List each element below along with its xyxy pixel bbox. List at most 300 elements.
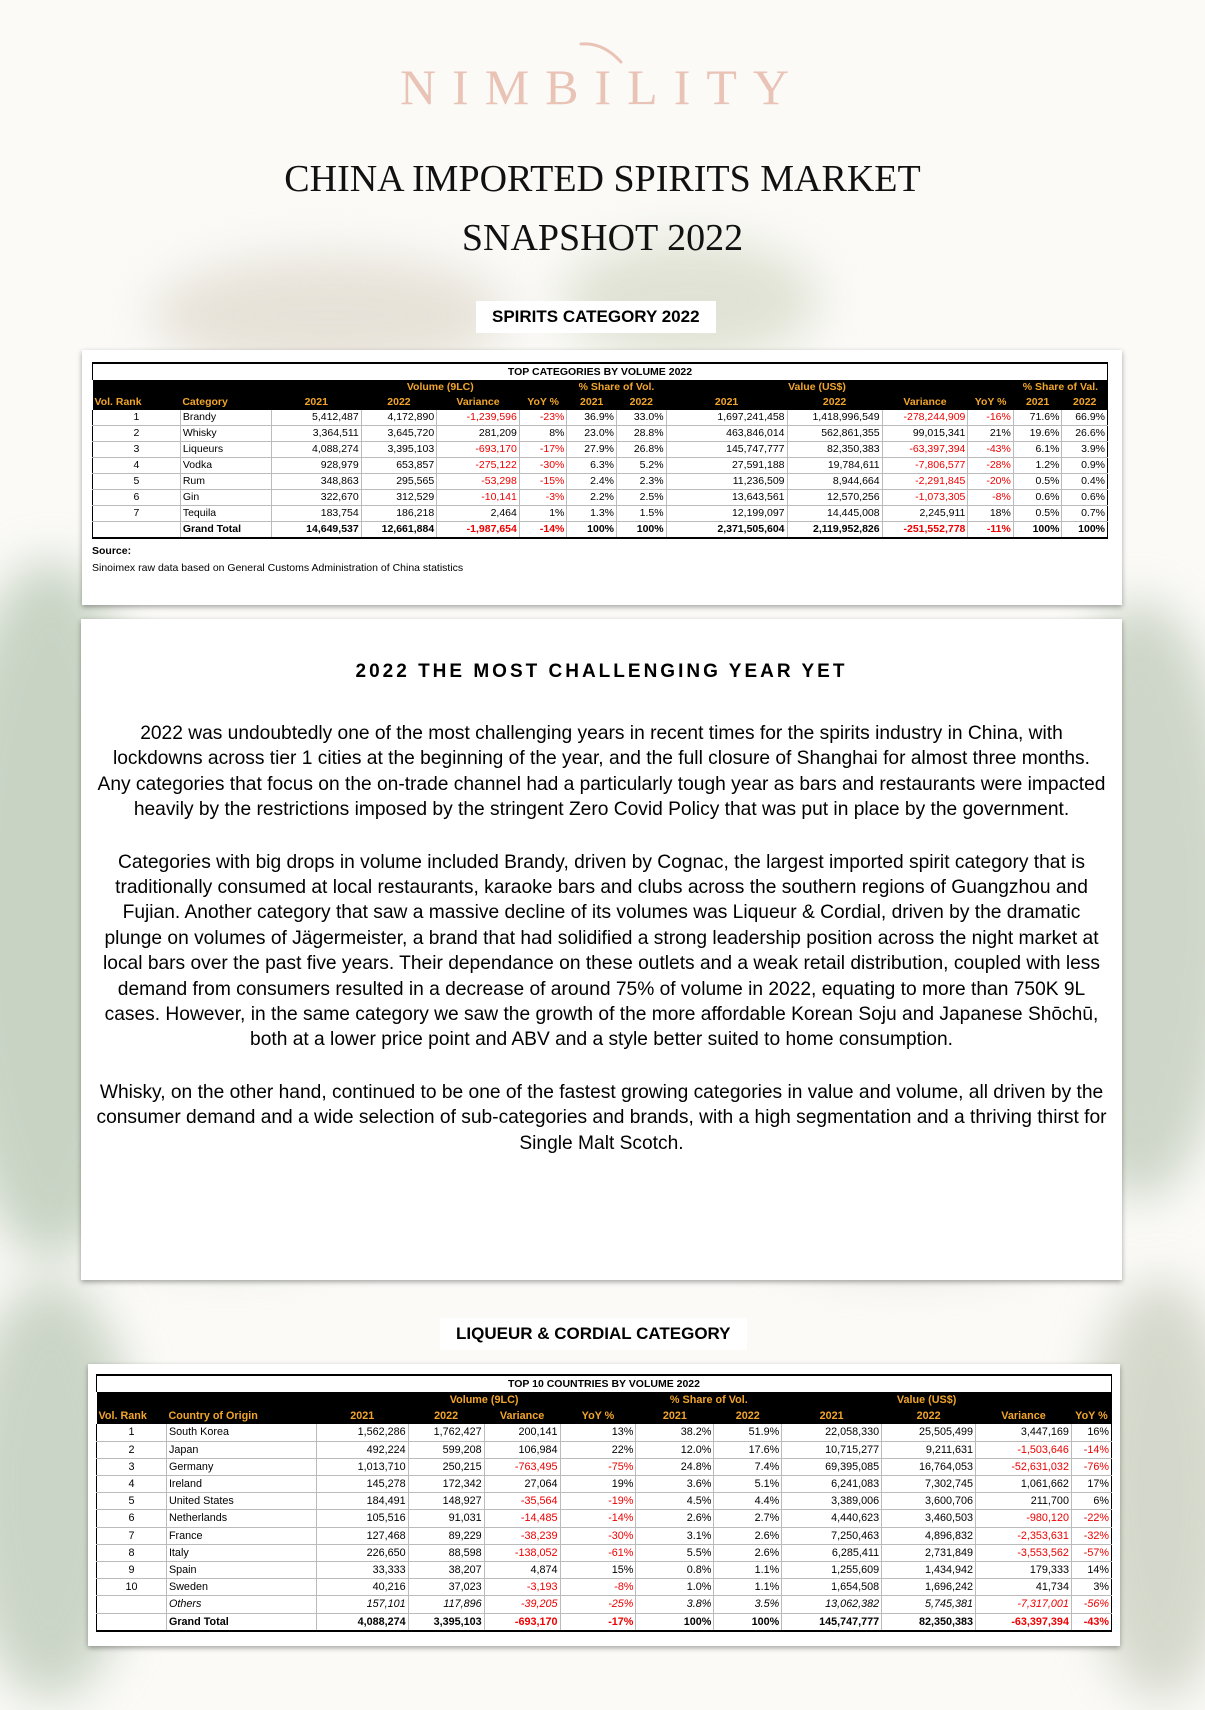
table-cell: -61% <box>560 1544 636 1561</box>
table-cell: Sweden <box>166 1579 316 1596</box>
table-cell: 100% <box>1013 522 1062 539</box>
column-header: Vol. Rank <box>93 395 181 410</box>
liqueur-table-caption: TOP 10 COUNTRIES BY VOLUME 2022 <box>96 1374 1112 1392</box>
table-cell: 13% <box>560 1424 636 1441</box>
table-cell: 12.0% <box>636 1441 714 1458</box>
table-cell: 183,754 <box>271 506 361 522</box>
table-cell: Netherlands <box>166 1510 316 1527</box>
table-cell: 0.9% <box>1062 458 1108 474</box>
table-cell: -25% <box>560 1596 636 1613</box>
table-cell: 6 <box>93 490 181 506</box>
table-row <box>97 1544 1112 1561</box>
table-row <box>97 1579 1112 1596</box>
table-cell: 82,350,383 <box>787 442 882 458</box>
table-cell: -2,291,845 <box>882 474 968 490</box>
table-cell: 17.6% <box>714 1441 782 1458</box>
table-cell: 1.1% <box>714 1579 782 1596</box>
table-cell: 7,250,463 <box>782 1527 882 1544</box>
liqueur-group-header <box>97 1392 1112 1408</box>
table-cell: -22% <box>1071 1510 1111 1527</box>
table-cell: 2.6% <box>714 1544 782 1561</box>
table-cell: 3,395,103 <box>361 442 436 458</box>
table-cell: 3% <box>1071 1579 1111 1596</box>
table-cell: -28% <box>968 458 1013 474</box>
table-cell: 16,764,053 <box>882 1458 976 1475</box>
table-cell: 12,570,256 <box>787 490 882 506</box>
column-header: 2022 <box>361 395 436 410</box>
column-header: 2021 <box>271 395 361 410</box>
table-cell: 91,031 <box>408 1510 484 1527</box>
table-cell: 1,562,286 <box>316 1424 408 1441</box>
table-cell: 3 <box>97 1458 167 1475</box>
table-cell: Liqueurs <box>180 442 271 458</box>
spirits-table-panel <box>82 350 1122 605</box>
table-cell: -35,564 <box>484 1493 560 1510</box>
table-row <box>97 1424 1112 1441</box>
table-cell: 2.4% <box>567 474 617 490</box>
table-cell: 2.6% <box>714 1527 782 1544</box>
table-cell: 1.1% <box>714 1562 782 1579</box>
table-cell: 106,984 <box>484 1441 560 1458</box>
table-cell: 184,491 <box>316 1493 408 1510</box>
table-cell: Tequila <box>180 506 271 522</box>
table-cell: 4,440,623 <box>782 1510 882 1527</box>
spirits-table <box>92 380 1108 539</box>
table-cell: 1.0% <box>636 1579 714 1596</box>
table-cell: -278,244,909 <box>882 410 968 426</box>
table-cell: -2,353,631 <box>976 1527 1072 1544</box>
table-cell: 33,333 <box>316 1562 408 1579</box>
table-cell: -763,495 <box>484 1458 560 1475</box>
table-cell: -20% <box>968 474 1013 490</box>
table-cell: 9 <box>97 1562 167 1579</box>
table-cell: 26.8% <box>617 442 667 458</box>
table-row <box>93 442 1108 458</box>
column-header: Variance <box>882 395 968 410</box>
table-cell: 145,747,777 <box>782 1613 882 1631</box>
table-cell: 4,172,890 <box>361 410 436 426</box>
table-cell: 3,389,006 <box>782 1493 882 1510</box>
column-header: 2022 <box>617 395 667 410</box>
table-cell: 1,696,242 <box>882 1579 976 1596</box>
table-row <box>93 474 1108 490</box>
table-cell: 10 <box>97 1579 167 1596</box>
table-cell: Japan <box>166 1441 316 1458</box>
table-cell: Vodka <box>180 458 271 474</box>
table-cell: 17% <box>1071 1476 1111 1493</box>
column-header: 2022 <box>882 1408 976 1424</box>
table-cell: Italy <box>166 1544 316 1561</box>
table-cell: 1,654,508 <box>782 1579 882 1596</box>
table-cell: 1,434,942 <box>882 1562 976 1579</box>
column-header: Country of Origin <box>166 1408 316 1424</box>
table-row <box>97 1476 1112 1493</box>
table-cell: 0.4% <box>1062 474 1108 490</box>
spirits-column-header <box>93 395 1108 410</box>
table-cell: 27.9% <box>567 442 617 458</box>
table-cell: 14,445,008 <box>787 506 882 522</box>
table-cell: -63,397,394 <box>882 442 968 458</box>
table-cell: -3,193 <box>484 1579 560 1596</box>
table-row <box>97 1510 1112 1527</box>
table-cell: -30% <box>560 1527 636 1544</box>
table-cell: -138,052 <box>484 1544 560 1561</box>
table-cell: 0.6% <box>1013 490 1062 506</box>
source-label: Source: <box>92 545 132 557</box>
table-cell: 27,591,188 <box>666 458 787 474</box>
table-cell: 100% <box>567 522 617 539</box>
table-cell: 14% <box>1071 1562 1111 1579</box>
table-cell: Grand Total <box>166 1613 316 1631</box>
table-cell: 8% <box>519 426 567 442</box>
table-cell: 226,650 <box>316 1544 408 1561</box>
table-cell: -43% <box>1071 1613 1111 1631</box>
essay-paragraph-3: Whisky, on the other hand, continued to be one of the fastest growing categories in value and volume, all driven by the consumer demand and a wide selection of sub-categories and brands, with a high segmentation and a thriving thirst for Single Malt Scotch. <box>96 1081 1107 1154</box>
table-cell: 1,762,427 <box>408 1424 484 1441</box>
table-cell: -251,552,778 <box>882 522 968 539</box>
table-cell: 99,015,341 <box>882 426 968 442</box>
table-cell: 41,734 <box>976 1579 1072 1596</box>
column-header: Vol. Rank <box>97 1408 167 1424</box>
table-cell: -980,120 <box>976 1510 1072 1527</box>
table-cell: 348,863 <box>271 474 361 490</box>
table-cell: 12,661,884 <box>361 522 436 539</box>
table-cell: 37,023 <box>408 1579 484 1596</box>
table-cell: 3.6% <box>636 1476 714 1493</box>
table-cell: 179,333 <box>976 1562 1072 1579</box>
table-cell: 14,649,537 <box>271 522 361 539</box>
group-volume: Volume (9LC) <box>408 1392 560 1408</box>
column-header: 2021 <box>636 1408 714 1424</box>
table-cell: 3.5% <box>714 1596 782 1613</box>
page-title-line2: SNAPSHOT 2022 <box>461 217 744 259</box>
table-cell: 1,255,609 <box>782 1562 882 1579</box>
table-cell: 0.5% <box>1013 506 1062 522</box>
column-header: 2021 <box>1013 395 1062 410</box>
table-cell: 88,598 <box>408 1544 484 1561</box>
brand-logo <box>0 40 1205 115</box>
table-cell: 6.3% <box>567 458 617 474</box>
liqueur-table-panel <box>88 1364 1120 1646</box>
table-cell: 82,350,383 <box>882 1613 976 1631</box>
table-row <box>97 1441 1112 1458</box>
column-header: 2022 <box>787 395 882 410</box>
column-header: Variance <box>437 395 520 410</box>
table-cell: -693,170 <box>437 442 520 458</box>
table-cell: -1,239,596 <box>437 410 520 426</box>
table-cell: 3.8% <box>636 1596 714 1613</box>
table-cell: 148,927 <box>408 1493 484 1510</box>
group-value: Value (US$) <box>666 380 968 395</box>
group-share-vol: % Share of Vol. <box>636 1392 782 1408</box>
table-cell: 7.4% <box>714 1458 782 1475</box>
table-cell: 1 <box>97 1424 167 1441</box>
table-cell: 2 <box>93 426 181 442</box>
table-cell: -39,205 <box>484 1596 560 1613</box>
table-cell: 7,302,745 <box>882 1476 976 1493</box>
table-cell: 2.7% <box>714 1510 782 1527</box>
table-cell: -14,485 <box>484 1510 560 1527</box>
table-cell: 89,229 <box>408 1527 484 1544</box>
table-cell: 1.5% <box>617 506 667 522</box>
table-cell <box>97 1596 167 1613</box>
table-cell: -17% <box>519 442 567 458</box>
table-cell: 1,013,710 <box>316 1458 408 1475</box>
table-cell: -15% <box>519 474 567 490</box>
table-cell: 312,529 <box>361 490 436 506</box>
table-cell: 463,846,014 <box>666 426 787 442</box>
table-cell: 21% <box>968 426 1013 442</box>
table-cell: 117,896 <box>408 1596 484 1613</box>
table-cell: 4.5% <box>636 1493 714 1510</box>
column-header: 2021 <box>316 1408 408 1424</box>
page-title-line1: CHINA IMPORTED SPIRITS MARKET <box>284 158 921 200</box>
table-cell: -43% <box>968 442 1013 458</box>
table-cell: 38.2% <box>636 1424 714 1441</box>
table-cell: 0.7% <box>1062 506 1108 522</box>
table-cell: 322,670 <box>271 490 361 506</box>
table-cell: 6.1% <box>1013 442 1062 458</box>
table-cell: 3.9% <box>1062 442 1108 458</box>
table-cell: 66.9% <box>1062 410 1108 426</box>
table-cell: -14% <box>519 522 567 539</box>
table-cell: 40,216 <box>316 1579 408 1596</box>
column-header: YoY % <box>519 395 567 410</box>
essay-panel <box>81 619 1122 1280</box>
table-row <box>93 506 1108 522</box>
table-cell: Others <box>166 1596 316 1613</box>
table-cell: -57% <box>1071 1544 1111 1561</box>
table-cell: 1% <box>519 506 567 522</box>
table-cell: 5 <box>93 474 181 490</box>
table-cell: 22% <box>560 1441 636 1458</box>
table-cell: 36.9% <box>567 410 617 426</box>
table-cell: 200,141 <box>484 1424 560 1441</box>
table-cell: 1.2% <box>1013 458 1062 474</box>
column-header: 2021 <box>567 395 617 410</box>
table-cell: Germany <box>166 1458 316 1475</box>
table-cell: Ireland <box>166 1476 316 1493</box>
table-cell: 3 <box>93 442 181 458</box>
table-row <box>97 1562 1112 1579</box>
others-row <box>97 1596 1112 1613</box>
table-cell: 0.5% <box>1013 474 1062 490</box>
column-header: YoY % <box>968 395 1013 410</box>
table-cell: 100% <box>636 1613 714 1631</box>
group-volume: Volume (9LC) <box>361 380 519 395</box>
column-header: YoY % <box>560 1408 636 1424</box>
table-cell: -8% <box>560 1579 636 1596</box>
table-cell: 1,418,996,549 <box>787 410 882 426</box>
table-cell: 10,715,277 <box>782 1441 882 1458</box>
table-cell: 157,101 <box>316 1596 408 1613</box>
spirits-table-caption: TOP CATEGORIES BY VOLUME 2022 <box>92 362 1108 380</box>
spirits-section-label: SPIRITS CATEGORY 2022 <box>476 301 716 333</box>
table-cell: South Korea <box>166 1424 316 1441</box>
table-cell: -3,553,562 <box>976 1544 1072 1561</box>
table-cell: -32% <box>1071 1527 1111 1544</box>
table-cell: 2,731,849 <box>882 1544 976 1561</box>
table-cell: 18% <box>968 506 1013 522</box>
table-cell: 599,208 <box>408 1441 484 1458</box>
table-cell: 4,874 <box>484 1562 560 1579</box>
table-cell: 250,215 <box>408 1458 484 1475</box>
table-cell: 100% <box>617 522 667 539</box>
table-row <box>97 1458 1112 1475</box>
table-cell: 15% <box>560 1562 636 1579</box>
table-cell: 4,088,274 <box>271 442 361 458</box>
table-cell: Grand Total <box>180 522 271 539</box>
table-cell: 33.0% <box>617 410 667 426</box>
table-cell: Gin <box>180 490 271 506</box>
table-cell: Rum <box>180 474 271 490</box>
table-cell: 8,944,664 <box>787 474 882 490</box>
table-cell: 27,064 <box>484 1476 560 1493</box>
table-row <box>93 490 1108 506</box>
table-cell: 69,395,085 <box>782 1458 882 1475</box>
table-cell: 4 <box>97 1476 167 1493</box>
table-cell: -693,170 <box>484 1613 560 1631</box>
table-cell: 5,412,487 <box>271 410 361 426</box>
table-cell: 9,211,631 <box>882 1441 976 1458</box>
table-cell: 4,896,832 <box>882 1527 976 1544</box>
table-cell: 186,218 <box>361 506 436 522</box>
table-cell: Brandy <box>180 410 271 426</box>
table-cell: 928,979 <box>271 458 361 474</box>
table-cell: 7 <box>93 506 181 522</box>
table-cell: 13,062,382 <box>782 1596 882 1613</box>
table-cell: 172,342 <box>408 1476 484 1493</box>
grand-total-row <box>97 1613 1112 1631</box>
table-cell: 24.8% <box>636 1458 714 1475</box>
table-cell: 13,643,561 <box>666 490 787 506</box>
table-cell: 51.9% <box>714 1424 782 1441</box>
table-cell: 8 <box>97 1544 167 1561</box>
table-cell: 0.6% <box>1062 490 1108 506</box>
table-cell: France <box>166 1527 316 1544</box>
table-cell: -10,141 <box>437 490 520 506</box>
table-row <box>97 1493 1112 1510</box>
grand-total-row <box>93 522 1108 539</box>
table-cell: 23.0% <box>567 426 617 442</box>
table-cell: -1,503,646 <box>976 1441 1072 1458</box>
table-cell: 2 <box>97 1441 167 1458</box>
table-cell: 100% <box>1062 522 1108 539</box>
table-cell: -75% <box>560 1458 636 1475</box>
column-header: 2022 <box>714 1408 782 1424</box>
table-cell: 2,245,911 <box>882 506 968 522</box>
column-header: Variance <box>484 1408 560 1424</box>
column-header: 2021 <box>666 395 787 410</box>
liqueur-column-header <box>97 1408 1112 1424</box>
table-cell: -7,317,001 <box>976 1596 1072 1613</box>
table-cell: 1,697,241,458 <box>666 410 787 426</box>
table-cell: 38,207 <box>408 1562 484 1579</box>
table-cell: 6,241,083 <box>782 1476 882 1493</box>
table-row <box>93 426 1108 442</box>
essay-heading: 2022 THE MOST CHALLENGING YEAR YET <box>355 661 848 682</box>
table-cell: -23% <box>519 410 567 426</box>
table-cell: 105,516 <box>316 1510 408 1527</box>
table-cell: 6 <box>97 1510 167 1527</box>
table-cell: -38,239 <box>484 1527 560 1544</box>
table-cell: 5.5% <box>636 1544 714 1561</box>
table-cell: 5,745,381 <box>882 1596 976 1613</box>
table-cell: 145,278 <box>316 1476 408 1493</box>
table-cell: 3,645,720 <box>361 426 436 442</box>
liqueur-table <box>96 1392 1112 1632</box>
table-cell: 653,857 <box>361 458 436 474</box>
group-share-val: % Share of Val. <box>1013 380 1107 395</box>
table-cell: 5.2% <box>617 458 667 474</box>
table-cell: 3,600,706 <box>882 1493 976 1510</box>
table-cell: 0.8% <box>636 1562 714 1579</box>
table-cell: -14% <box>1071 1441 1111 1458</box>
table-cell: -76% <box>1071 1458 1111 1475</box>
spirits-group-header <box>93 380 1108 395</box>
column-header: Category <box>180 395 271 410</box>
table-cell: 4 <box>93 458 181 474</box>
table-cell <box>93 522 181 539</box>
table-cell: 2,119,952,826 <box>787 522 882 539</box>
table-cell: -8% <box>968 490 1013 506</box>
column-header: 2022 <box>408 1408 484 1424</box>
page-title <box>0 150 1205 268</box>
essay-paragraph-1: 2022 was undoubtedly one of the most challenging years in recent times for the spirits industry in China, with lockdowns across tier 1 cities at the beginning of the year, and the full closure of Shanghai for almost three months. Any categories that focus on the on-trade channel had a particularly tough year as bars and restaurants were impacted heavily by the restrictions imposed by the stringent Zero Covid Policy that was put in place by the government. <box>97 723 1106 821</box>
table-cell: 5.1% <box>714 1476 782 1493</box>
table-cell: 71.6% <box>1013 410 1062 426</box>
group-value: Value (US$) <box>782 1392 1072 1408</box>
table-cell: 3,460,503 <box>882 1510 976 1527</box>
table-cell: 3,447,169 <box>976 1424 1072 1441</box>
table-cell: 3.1% <box>636 1527 714 1544</box>
table-cell: 19,784,611 <box>787 458 882 474</box>
table-row <box>97 1527 1112 1544</box>
table-cell: 2,464 <box>437 506 520 522</box>
table-cell: United States <box>166 1493 316 1510</box>
source-note <box>92 543 1108 577</box>
table-cell: -3% <box>519 490 567 506</box>
table-cell: 6,285,411 <box>782 1544 882 1561</box>
column-header: 2022 <box>1062 395 1108 410</box>
table-cell: 12,199,097 <box>666 506 787 522</box>
table-cell: 100% <box>714 1613 782 1631</box>
table-cell: 7 <box>97 1527 167 1544</box>
table-cell: 492,224 <box>316 1441 408 1458</box>
column-header: YoY % <box>1071 1408 1111 1424</box>
table-cell: 11,236,509 <box>666 474 787 490</box>
table-cell: -52,631,032 <box>976 1458 1072 1475</box>
table-cell: 26.6% <box>1062 426 1108 442</box>
table-cell: -11% <box>968 522 1013 539</box>
table-cell: 19.6% <box>1013 426 1062 442</box>
table-cell: 2.6% <box>636 1510 714 1527</box>
table-cell: 5 <box>97 1493 167 1510</box>
table-cell: 6% <box>1071 1493 1111 1510</box>
table-cell: 281,209 <box>437 426 520 442</box>
table-cell: -30% <box>519 458 567 474</box>
table-cell: -7,806,577 <box>882 458 968 474</box>
table-cell: -16% <box>968 410 1013 426</box>
table-cell: 19% <box>560 1476 636 1493</box>
table-cell: 2.2% <box>567 490 617 506</box>
source-text: Sinoimex raw data based on General Customs Administration of China statistics <box>92 562 464 574</box>
table-cell: Whisky <box>180 426 271 442</box>
table-row <box>93 410 1108 426</box>
table-cell: Spain <box>166 1562 316 1579</box>
group-share-vol: % Share of Vol. <box>567 380 666 395</box>
table-cell: -1,987,654 <box>437 522 520 539</box>
